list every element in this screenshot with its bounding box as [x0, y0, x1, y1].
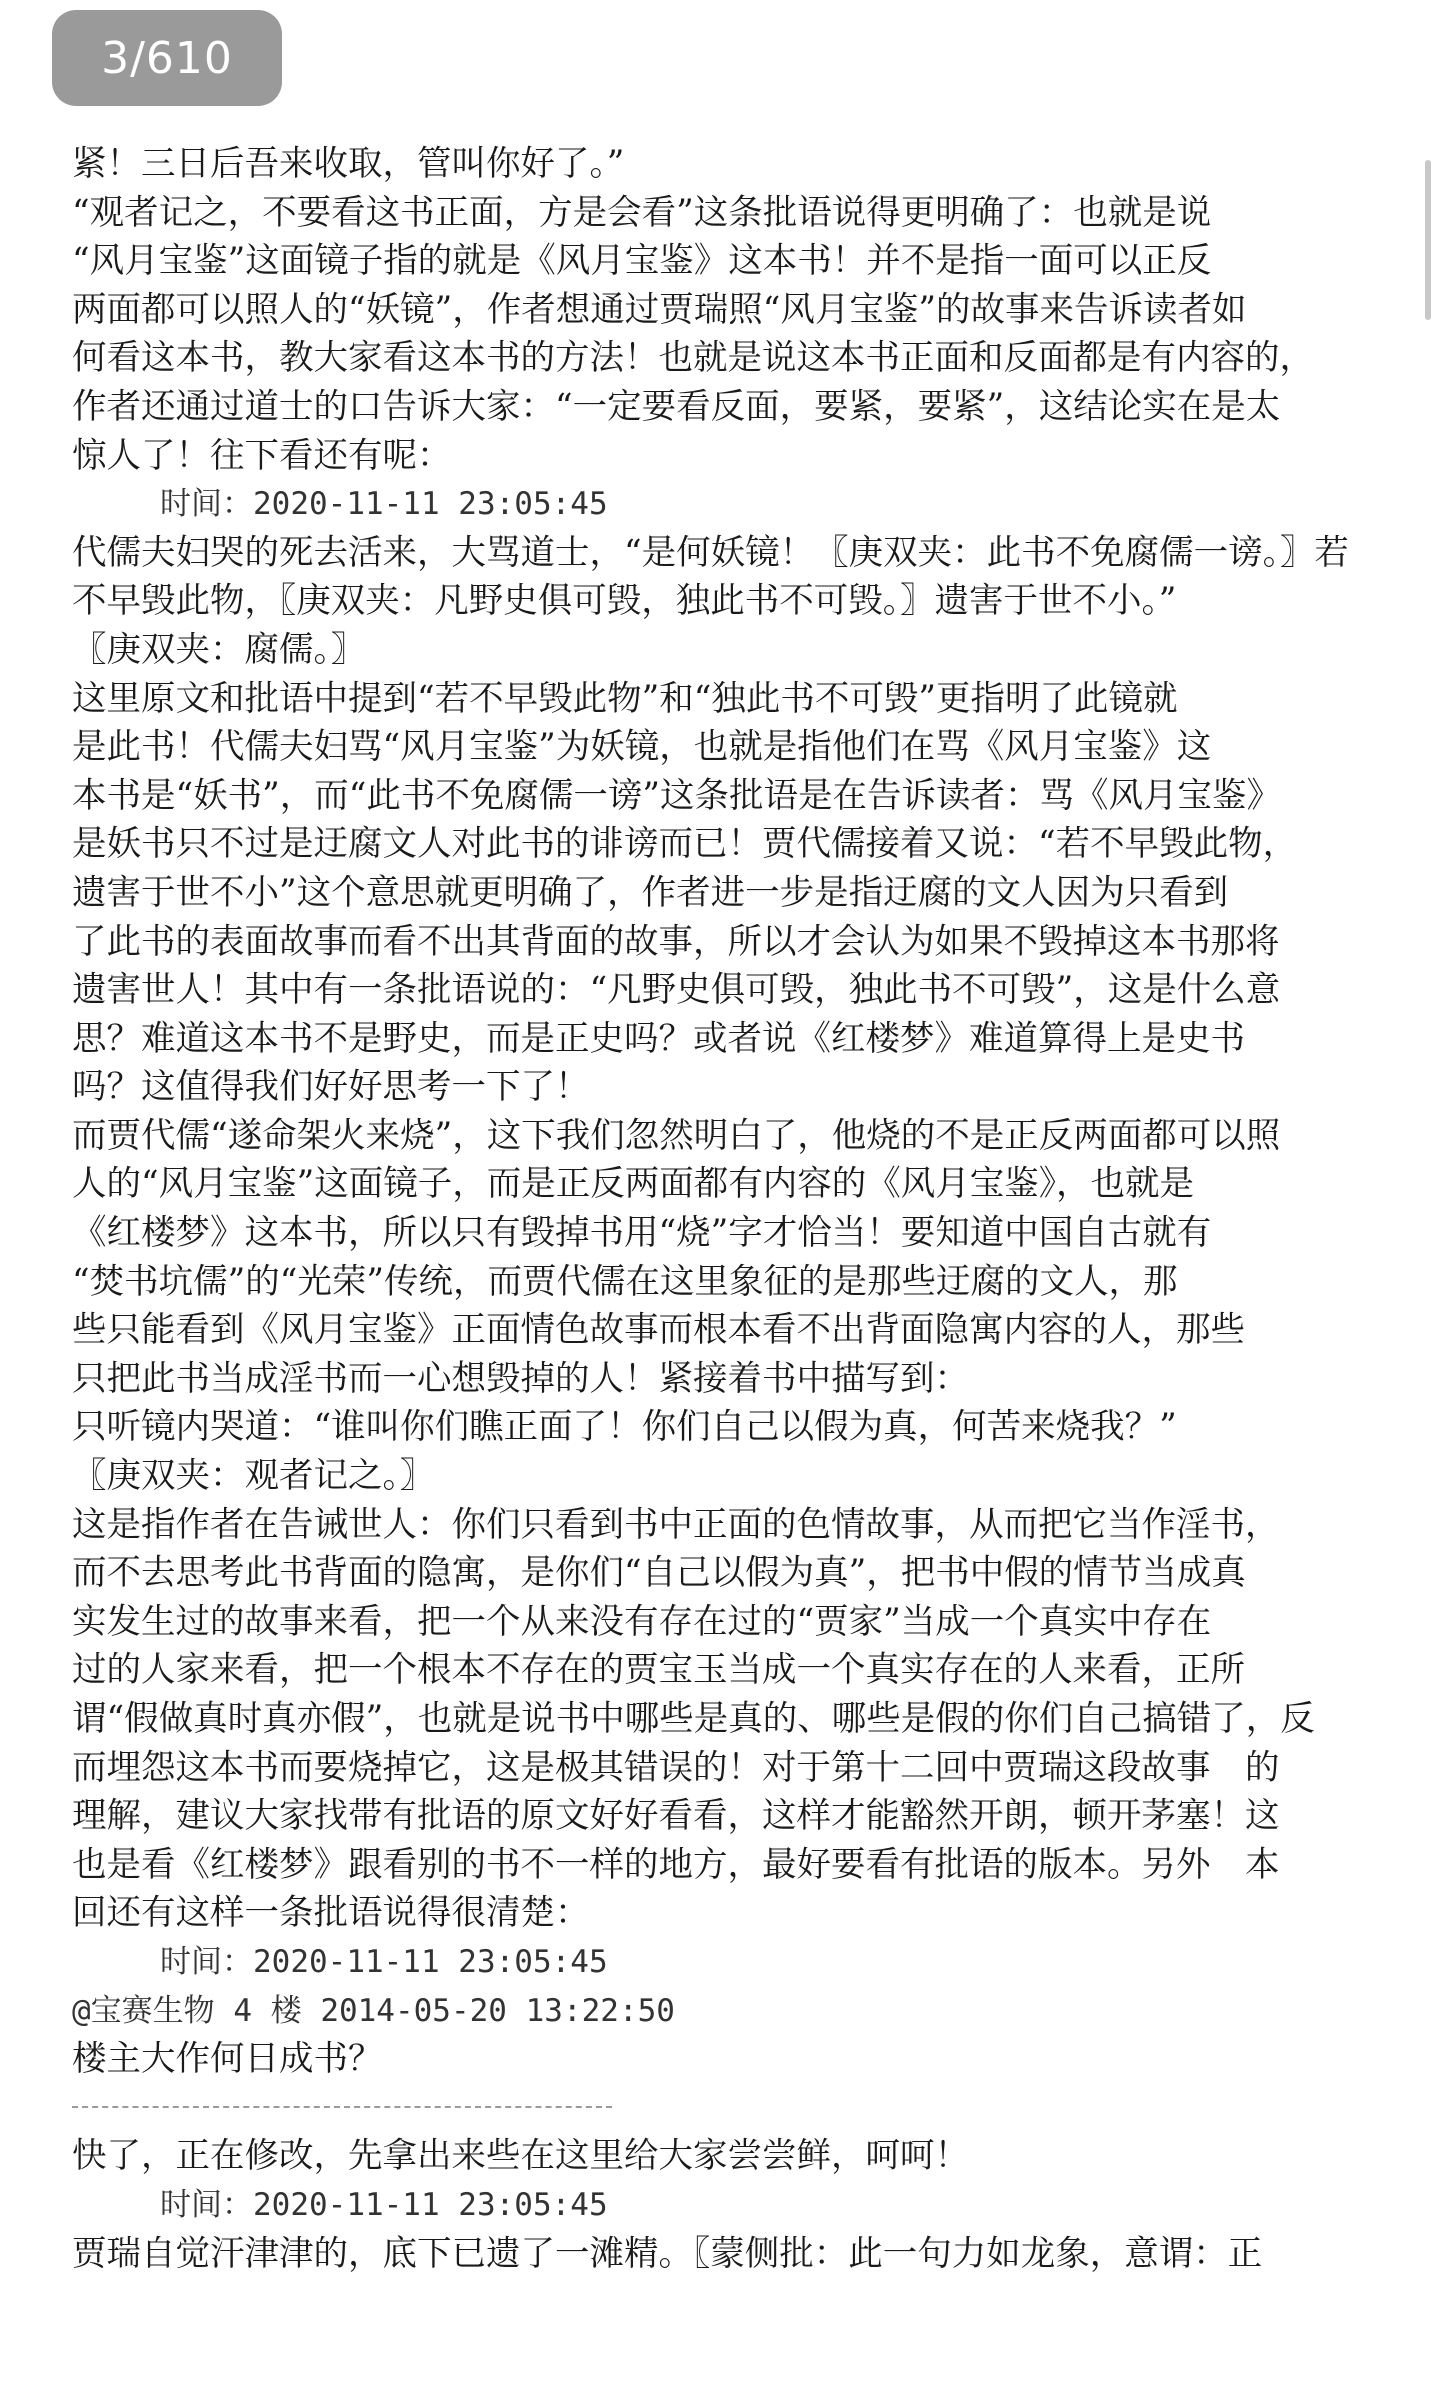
text-line: 这里原文和批语中提到“若不早毁此物”和“独此书不可毁”更指明了此镜就 — [72, 678, 1178, 719]
post-timestamp: 时间：2020-11-11 23:05:45 — [160, 486, 608, 523]
text-line: 两面都可以照人的“妖镜”，作者想通过贾瑞照“风月宝鉴”的故事来告诉读者如 — [72, 289, 1247, 330]
text-line: 快了，正在修改，先拿出来些在这里给大家尝尝鲜，呵呵！ — [72, 2136, 969, 2177]
text-line: 紧！三日后吾来收取，管叫你好了。” — [72, 144, 625, 184]
text-line: 本书是“妖书”，而“此书不免腐儒一谤”这条批语是在告诉读者：骂《风月宝鉴》 — [72, 775, 1282, 816]
text-line: 遗害于世不小”这个意思就更明确了，作者进一步是指迂腐的文人因为只看到 — [72, 872, 1229, 913]
text-line: 谓“假做真时真亦假”，也就是说书中哪些是真的、哪些是假的你们自己搞错了，反 — [72, 1699, 1315, 1739]
text-line: “焚书坑儒”的“光荣”传统，而贾代儒在这里象征的是那些迂腐的文人，那 — [72, 1261, 1178, 1302]
text-line: 〖庚双夹：观者记之。〗 — [72, 1456, 435, 1497]
text-line: 些只能看到《风月宝鉴》正面情色故事而根本看不出背面隐寓内容的人，那些 — [72, 1310, 1245, 1351]
text-line: 也是看《红楼梦》跟看别的书不一样的地方，最好要看有批语的版本。另外 本 — [72, 1844, 1280, 1885]
scrollbar[interactable] — [1425, 160, 1431, 320]
text-line: 人的“风月宝鉴”这面镜子，而是正反两面都有内容的《风月宝鉴》，也就是 — [72, 1164, 1195, 1205]
text-line: 这是指作者在告诫世人：你们只看到书中正面的色情故事，从而把它当作淫书， — [72, 1504, 1280, 1545]
text-line: 不早毁此物，〖庚双夹：凡野史俱可毁，独此书不可毁。〗遗害于世不小。” — [72, 581, 1177, 622]
text-line: 而不去思考此书背面的隐寓，是你们“自己以假为真”，把书中假的情节当成真 — [72, 1553, 1246, 1594]
text-line: 贾瑞自觉汗津津的，底下已遗了一滩精。〖蒙侧批：此一句力如龙象，意谓：正 — [72, 2233, 1263, 2274]
text-line: 而贾代儒“遂命架火来烧”，这下我们忽然明白了，他烧的不是正反两面都可以照 — [72, 1115, 1281, 1156]
text-line: 《红楼梦》这本书，所以只有毁掉书用“烧”字才恰当！要知道中国自古就有 — [72, 1213, 1212, 1254]
text-line: 〖庚双夹：腐儒。〗 — [72, 629, 366, 670]
page-indicator: 3/610 — [52, 10, 282, 106]
text-line: 是此书！代儒夫妇骂“风月宝鉴”为妖镜，也就是指他们在骂《风月宝鉴》这 — [72, 727, 1212, 768]
text-line: “观者记之，不要看这书正面，方是会看”这条批语说得更明确了：也就是说 — [72, 192, 1212, 233]
text-line: 思？难道这本书不是野史，而是正史吗？或者说《红楼梦》难道算得上是史书 — [72, 1018, 1245, 1059]
text-line: 惊人了！往下看还有呢： — [72, 435, 452, 476]
text-line: 吗？这值得我们好好思考一下了！ — [72, 1067, 590, 1108]
text-line: 而埋怨这本书而要烧掉它，这是极其错误的！对于第十二回中贾瑞这段故事 的 — [72, 1747, 1280, 1788]
text-line: 何看这本书，教大家看这本书的方法！也就是说这本书正面和反面都是有内容的， — [72, 338, 1314, 379]
text-line: 理解，建议大家找带有批语的原文好好看看，这样才能豁然开朗，顿开茅塞！这 — [72, 1796, 1280, 1837]
text-line: 是妖书只不过是迂腐文人对此书的诽谤而已！贾代儒接着又说：“若不早毁此物， — [72, 824, 1298, 865]
post-content — [72, 140, 1382, 2278]
post-timestamp: 时间：2020-11-11 23:05:45 — [160, 1943, 608, 1980]
text-line: 过的人家来看，把一个根本不存在的贾宝玉当成一个真实存在的人来看，正所 — [72, 1650, 1245, 1691]
quote-divider — [72, 2084, 1382, 2133]
reply-quote-text: 楼主大作何日成书？ — [72, 2039, 383, 2080]
text-line: 了此书的表面故事而看不出其背面的故事，所以才会认为如果不毁掉这本书那将 — [72, 921, 1280, 962]
text-line: 实发生过的故事来看，把一个从来没有存在过的“贾家”当成一个真实中存在 — [72, 1601, 1212, 1642]
text-line: 回还有这样一条批语说得很清楚： — [72, 1893, 590, 1934]
text-line: 遗害世人！其中有一条批语说的：“凡野史俱可毁，独此书不可毁”，这是什么意 — [72, 970, 1281, 1011]
text-line: 作者还通过道士的口告诉大家：“一定要看反面，要紧，要紧”，这结论实在是太 — [72, 386, 1281, 427]
text-line: 只把此书当成淫书而一心想毁掉的人！紧接着书中描写到： — [72, 1358, 969, 1399]
reply-quote-header: @宝赛生物 4 楼 2014-05-20 13:22:50 — [72, 1992, 675, 2029]
text-line: 代儒夫妇哭的死去活来，大骂道士，“是何妖镜！〖庚双夹：此书不免腐儒一谤。〗若 — [72, 532, 1349, 573]
post-timestamp: 时间：2020-11-11 23:05:45 — [160, 2186, 608, 2223]
text-line: 只听镜内哭道：“谁叫你们瞧正面了！你们自己以假为真，何苦来烧我？” — [72, 1407, 1177, 1448]
text-line: “风月宝鉴”这面镜子指的就是《风月宝鉴》这本书！并不是指一面可以正反 — [72, 241, 1212, 282]
